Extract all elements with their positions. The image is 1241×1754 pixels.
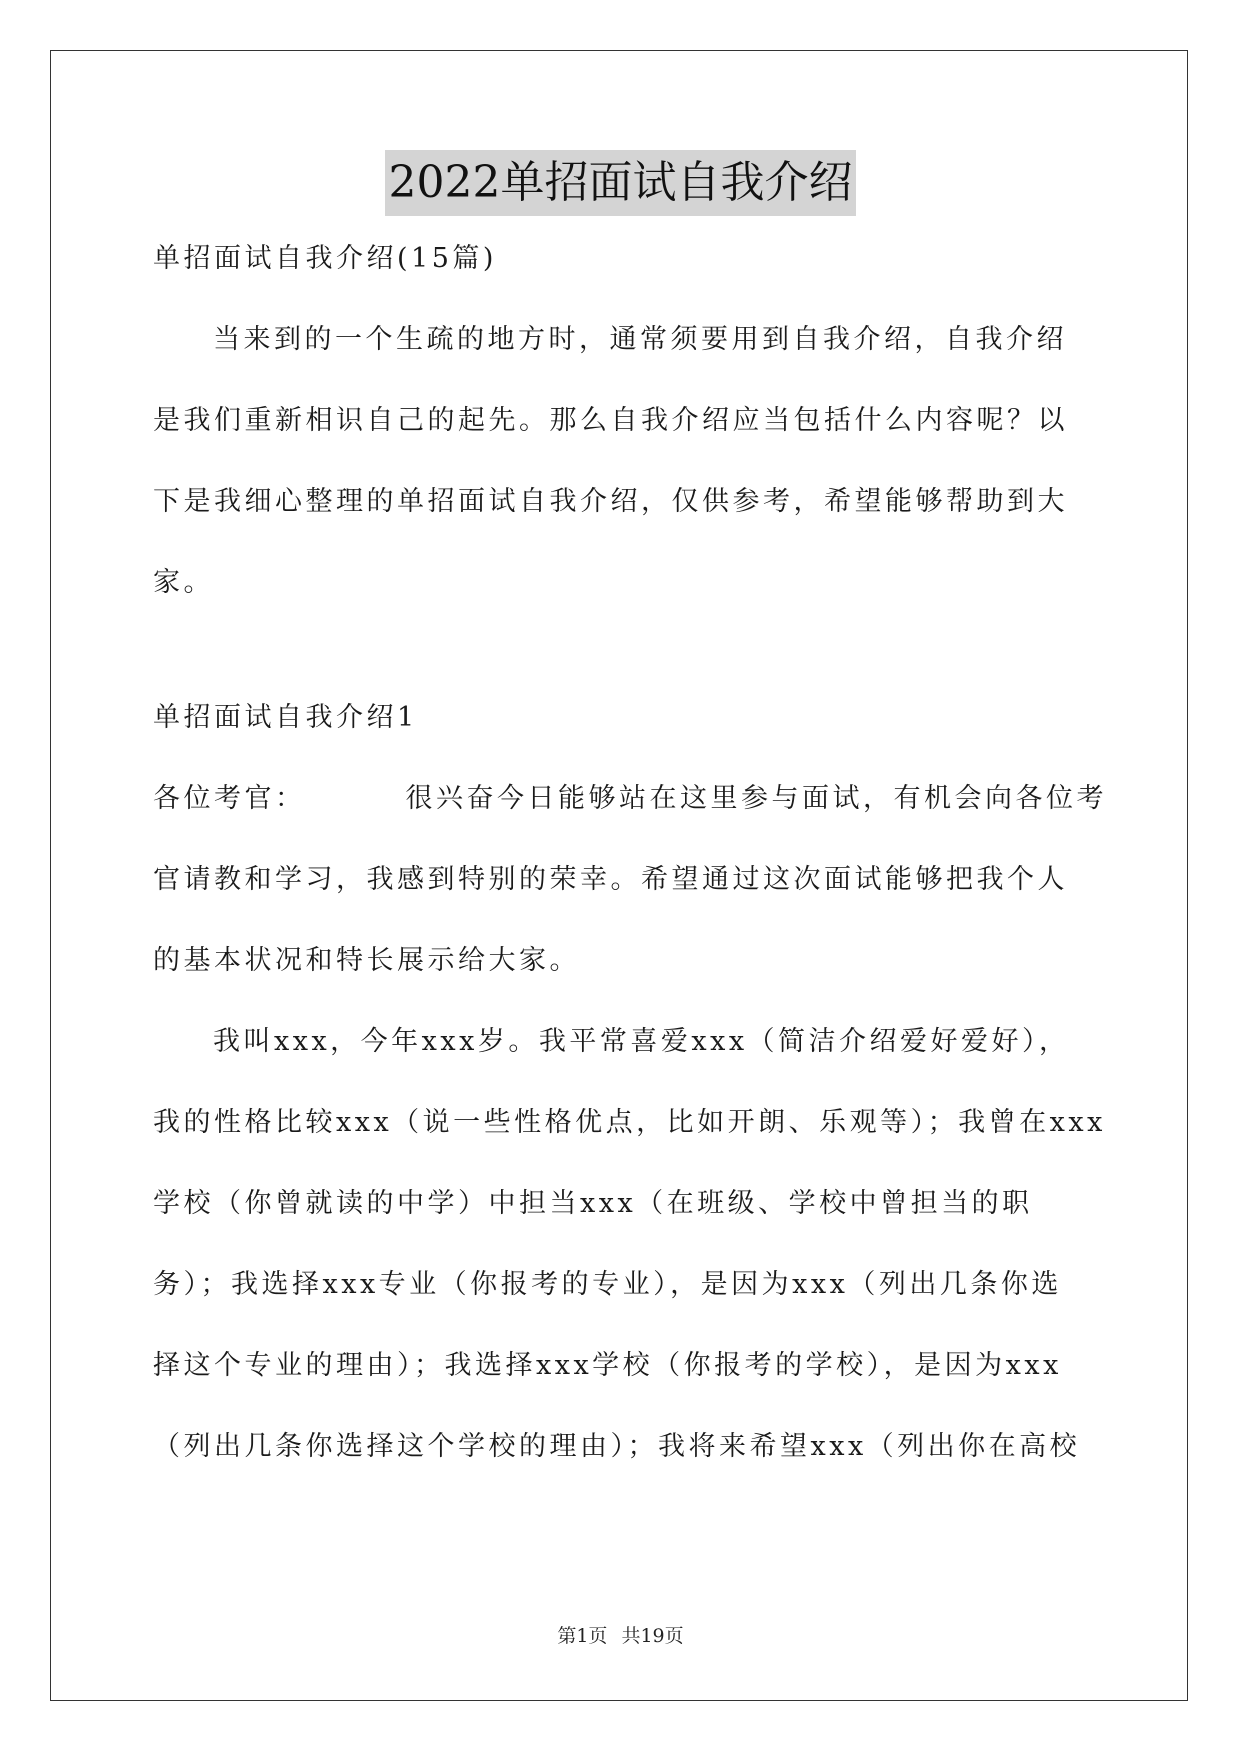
intro-line: 家。 bbox=[153, 567, 214, 598]
page-total: 共19页 bbox=[621, 1625, 684, 1647]
para2-line: 我的性格比较xxx（说一些性格优点，比如开朗、乐观等）；我曾在xxx bbox=[153, 1107, 1106, 1138]
salutation-line bbox=[153, 772, 1107, 853]
document-subtitle: 单招面试自我介绍(15篇) bbox=[153, 243, 497, 274]
page-footer bbox=[0, 1621, 1241, 1648]
para1-line: 官请教和学习，我感到特别的荣幸。希望通过这次面试能够把我个人 bbox=[153, 864, 1068, 895]
title-container bbox=[0, 150, 1241, 216]
section-spacer bbox=[153, 637, 1090, 691]
section-heading: 单招面试自我介绍1 bbox=[153, 702, 418, 733]
document-body bbox=[153, 232, 1107, 1501]
intro-line: 下是我细心整理的单招面试自我介绍，仅供参考，希望能够帮助到大 bbox=[153, 486, 1068, 517]
salutation: 各位考官： bbox=[153, 783, 306, 814]
para2-line: （列出几条你选择这个学校的理由）；我将来希望xxx（列出你在高校 bbox=[153, 1431, 1081, 1462]
para2-line: 择这个专业的理由）；我选择xxx学校（你报考的学校），是因为xxx bbox=[153, 1350, 1062, 1381]
para1-line: 的基本状况和特长展示给大家。 bbox=[153, 945, 580, 976]
para1-line: 很兴奋今日能够站在这里参与面试，有机会向各位考 bbox=[405, 783, 1107, 814]
document-title: 2022单招面试自我介绍 bbox=[385, 150, 857, 216]
para2-line: 我叫xxx，今年xxx岁。我平常喜爱xxx（简洁介绍爱好爱好）， bbox=[213, 1026, 1070, 1057]
para2-line: 学校（你曾就读的中学）中担当xxx（在班级、学校中曾担当的职 bbox=[153, 1188, 1033, 1219]
para2-line: 务）；我选择xxx专业（你报考的专业），是因为xxx（列出几条你选 bbox=[153, 1269, 1062, 1300]
intro-line: 是我们重新相识自己的起先。那么自我介绍应当包括什么内容呢？以 bbox=[153, 405, 1068, 436]
intro-line: 当来到的一个生疏的地方时，通常须要用到自我介绍，自我介绍 bbox=[213, 324, 1067, 355]
page-number: 第1页 bbox=[557, 1625, 608, 1647]
